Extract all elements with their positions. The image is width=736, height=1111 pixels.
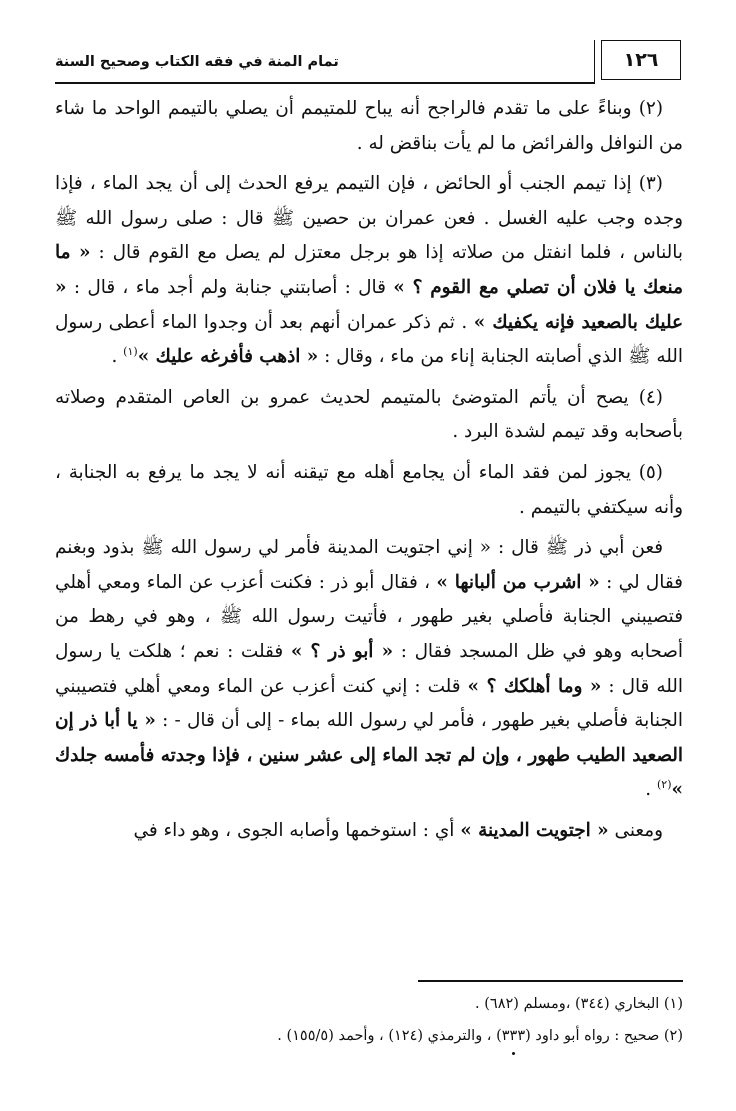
hadith-quote: « اجتويت المدينة »: [460, 819, 609, 841]
paragraph-text: ومعنى: [614, 819, 663, 841]
hadith-quote: « يا أبا ذر إن الصعيد الطيب طهور ، وإن لم تجد الماء إلى عشر سنين ، فإذا وجدته فأمسه جلدك »: [55, 710, 683, 801]
paragraph-number: (٤): [638, 386, 663, 408]
paragraph-7: [55, 814, 683, 849]
header-vertical-rule: [594, 40, 596, 82]
paragraph-number: (٢): [638, 98, 663, 119]
header-horizontal-rule: [55, 82, 595, 84]
hadith-quote: « اشرب من ألبانها »: [436, 571, 600, 593]
paragraph-text: قال : أصابتني جنابة ولم أجد ماء ، قال :: [73, 276, 386, 298]
scan-dot: [512, 1052, 515, 1055]
paragraph-3: [55, 167, 683, 375]
paragraph-text: وبناءً على ما تقدم فالراجح أنه يباح للمتيمم أن يصلي بالتيمم الواحد ما شاء من النوافل والفرائض ما لم يأت بناقض له .: [55, 98, 683, 154]
paragraph-4: [55, 381, 683, 450]
hadith-quote: « أبو ذر ؟ »: [290, 640, 394, 662]
paragraph-text: ، فقال أبو ذر : فكنت أعزب عن الماء ومعي أهلي فتصيبني الجنابة فأصلي بغير طهور ، فأتيت رسول الله ﷺ ، وهو في رهط من أصحابه وهو في ظل المسجد فقال :: [55, 571, 683, 662]
running-header: [55, 40, 681, 84]
paragraph-text: يصح أن يأتم المتوضئ بالمتيمم لحديث عمرو بن العاص المتقدم وصلاته بأصحابه وقد تيمم لشدة البرد .: [55, 386, 683, 443]
paragraph-text: إذا تيمم الجنب أو الحائض ، فإن التيمم يرفع الحدث إلى أن يجد الماء ، فإذا وجده وجب عليه الغسل . فعن عمران بن حصين ﷺ قال : صلى رسول الله ﷺ بالناس ، فلما انفتل من صلاته إذا هو برجل معتزل لم يصل مع القوم قال :: [55, 173, 683, 264]
footnote-ref-1: (١): [123, 345, 138, 359]
paragraph-text: فعن أبي ذر ﷺ قال : « إني اجتويت المدينة فأمر لي رسول الله ﷺ بذود وبغنم فقال لي :: [55, 537, 683, 593]
footnotes: [120, 988, 683, 1052]
page-number: ١٢٦: [601, 40, 681, 80]
paragraph-text: فقلت : نعم ؛ هلكت يا رسول الله قال :: [55, 640, 683, 697]
paragraph-text: . ثم ذكر عمران أنهم بعد أن وجدوا الماء أعطى رسول الله ﷺ الذي أصابته الجنابة إناء من ماء ، وقال :: [55, 311, 683, 368]
paragraph-number: (٥): [638, 461, 663, 483]
main-text: [55, 92, 683, 854]
hadith-quote: « وما أهلكك ؟ »: [467, 675, 602, 697]
footnote-ref-2: (٢): [656, 778, 672, 792]
paragraph-text: يجوز لمن فقد الماء أن يجامع أهله مع تيقنه أنه لا يجد ما يرفع به الجنابة ، وأنه سيكتفي بالتيمم .: [55, 461, 683, 518]
hadith-quote: « عليك بالصعيد فإنه يكفيك »: [55, 276, 684, 333]
paragraph-text: .: [645, 779, 652, 801]
paragraph-text: قلت : إني كنت أعزب عن الماء ومعي أهلي فتصيبني الجنابة فأصلي بغير طهور ، فأمر لي رسول الله بماء - إلى أن قال - :: [55, 675, 683, 732]
paragraph-text: .: [111, 346, 118, 368]
paragraph-number: (٣): [638, 173, 663, 195]
paragraph-5: [55, 456, 683, 525]
footnote-separator: [418, 980, 683, 982]
paragraph-text: أي : استوخمها وأصابه الجوى ، وهو داء في: [133, 819, 455, 841]
paragraph-2: [55, 92, 683, 161]
book-title: تمام المنة في فقه الكتاب وصحيح السنة: [55, 54, 339, 70]
hadith-quote: « ما منعك يا فلان أن تصلي مع القوم ؟ »: [55, 242, 683, 298]
footnote-2: (٢) صحيح : رواه أبو داود (٣٣٣) ، والترمذي (١٢٤) ، وأحمد (١٥٥/٥) .: [277, 1028, 683, 1044]
hadith-quote: « اذهب فأفرغه عليك »: [137, 346, 319, 368]
paragraph-6: [55, 531, 683, 808]
footnote-1: (١) البخاري (٣٤٤) ،ومسلم (٦٨٢) .: [475, 996, 683, 1012]
